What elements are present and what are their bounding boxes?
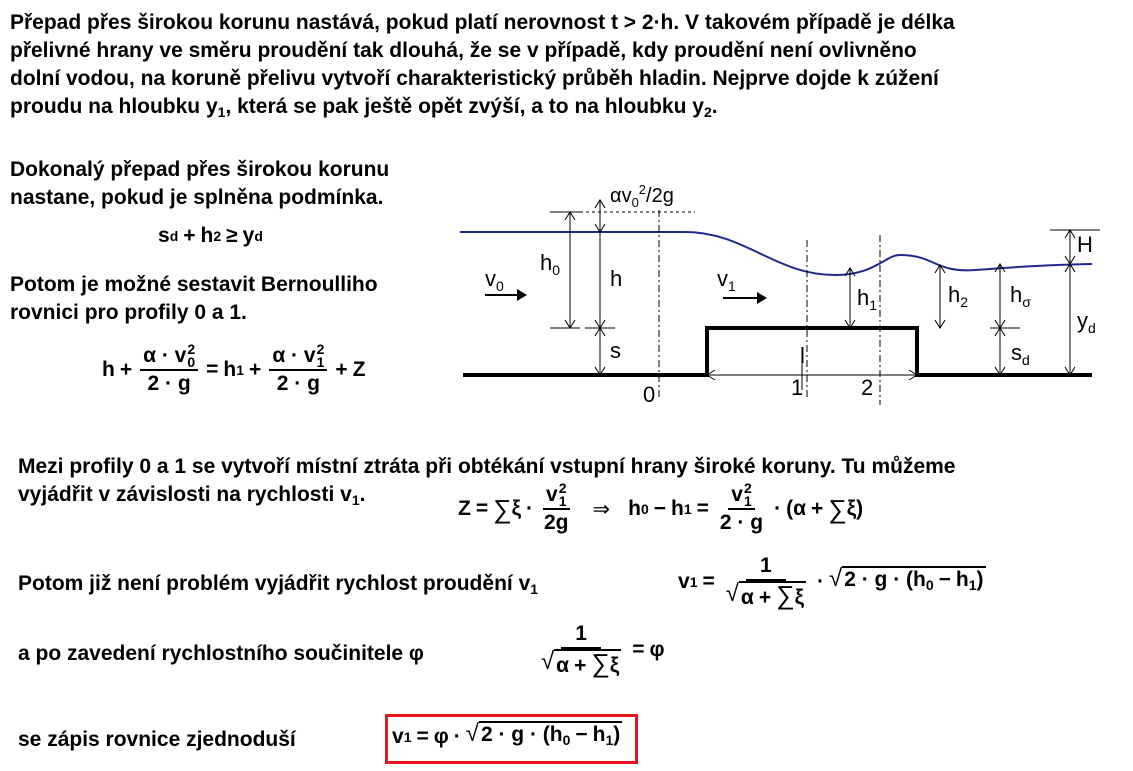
h0-label: $h_0$ <box>540 250 561 278</box>
condition-line-2: nastane, pokud je splněna podmínka. <box>10 186 384 209</box>
condition-text <box>10 156 389 212</box>
intro-line-2: přelivné hrany ve směru proudění tak dlouhá, že se v případě, kdy proudění není ovlivněno <box>10 39 917 62</box>
condition-line-1: Dokonalý přepad přes širokou korunu <box>10 158 390 181</box>
bernoulli-equation: h + α · v 2 0 2 · g = h 1 + α · v 2 1 2 · g + Z <box>102 341 366 396</box>
H-label: H <box>1077 232 1093 257</box>
h-label: h <box>610 266 623 291</box>
bernoulli-line-1: Potom je možné sestavit Bernoulliho <box>10 273 378 296</box>
intro-paragraph <box>10 9 1125 126</box>
loss-formula: Z = ∑ ξ · v 2 1 2g ⇒ h 0 − h 1 = v 2 1 2 · g · (α + ∑ ξ) <box>458 480 864 535</box>
coef-text: a po zavedení rychlostního součinitele φ <box>18 642 424 665</box>
velocity-formula: v 1 = 1 √ α + ∑ξ · √ $2 \cdot g \cdot (h_0 - h_1)$ <box>678 554 984 610</box>
loss-line-2: vyjádřit v závislosti na rychlosti $v_1$. <box>18 483 366 508</box>
bernoulli-text <box>10 271 378 327</box>
hsigma-label: $h_\sigma$ <box>1010 282 1031 310</box>
h1-label: $h_1$ <box>857 285 878 313</box>
profile-2-label: 2 <box>861 375 874 400</box>
v0-label: $v_0$ <box>485 266 504 294</box>
profile-1-label: 1 <box>791 375 804 400</box>
sd-label: $s_d$ <box>1011 340 1030 368</box>
intro-line-4: proudu na hloubku $y_1$, která se pak ještě opět zvýší, a to na hloubku $y_2$. <box>10 95 718 120</box>
loss-line-1: Mezi profily 0 a 1 se vytvoří místní ztráta při obtékání vstupní hrany široké koruny. Tu můžeme <box>18 455 956 478</box>
final-formula: v 1 = φ · √ $2 \cdot g \cdot (h_0 - h_1)$ <box>392 721 622 752</box>
broad-crested-weir-diagram <box>455 180 1100 415</box>
h2-label: $h_2$ <box>948 282 969 310</box>
condition-formula: s d + h 2 ≥ y d <box>158 224 263 247</box>
channel-bed <box>463 328 1092 375</box>
simplify-text: se zápis rovnice zjednoduší <box>18 728 296 751</box>
s-label: s <box>610 338 621 363</box>
yd-label: $y_d$ <box>1077 308 1096 336</box>
profile-0-label: 0 <box>643 382 656 407</box>
head-velocity-label: $\alpha v_0^2/2g$ <box>610 182 674 210</box>
v1-label: $v_1$ <box>717 266 736 294</box>
intro-line-3: dolní vodou, na koruně přelivu vytvoří charakteristický průběh hladin. Nejprve dojde k zúžení <box>10 67 939 90</box>
coef-formula: 1 √ α + ∑ξ = φ <box>541 622 665 678</box>
bernoulli-line-2: rovnici pro profily 0 a 1. <box>10 301 247 324</box>
velocity-text: Potom již není problém vyjádřit rychlost proudění $v_1$ <box>18 572 539 597</box>
intro-line-1: Přepad přes širokou korunu nastává, pokud platí nerovnost t > 2·h. V takovém případě je délka <box>10 11 955 34</box>
l-label: l <box>800 343 805 368</box>
